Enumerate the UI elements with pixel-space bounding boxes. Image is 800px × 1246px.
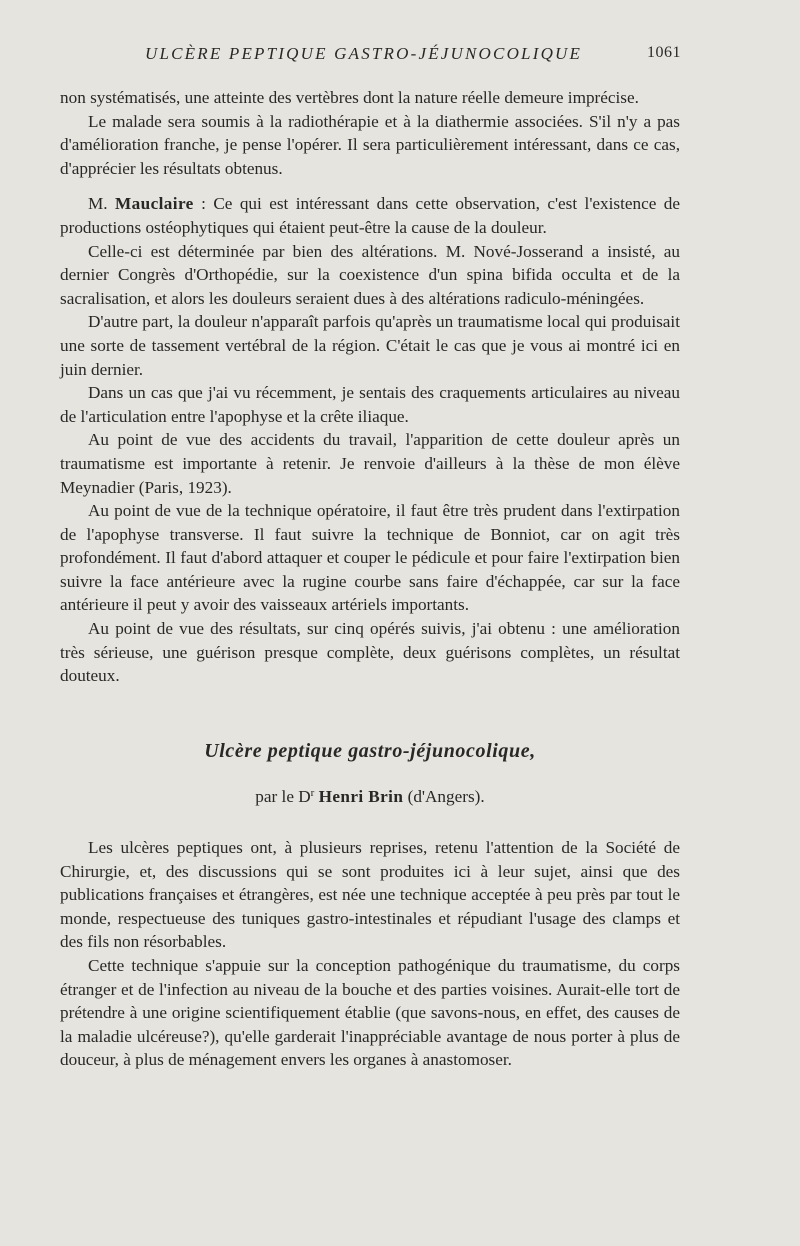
author-affiliation: (d'Angers). <box>407 787 485 807</box>
body-text <box>60 86 680 1072</box>
speaker-prefix: M. <box>88 194 108 214</box>
discussion-paragraph-4: Celle-ci est déterminée par bien des altérations. M. Nové-Josserand a insisté, au dernier Congrès d'Orthopédie, sur la coexistence d'un spina bifida occulta et de la sacralisation, et alors les douleurs seraient dues à des altérations radiculo-méningées. <box>60 241 680 308</box>
discussion-paragraph-5: D'autre part, la douleur n'apparaît parfois qu'après un traumatisme local qui produisait une sorte de tassement vertébral de la région. C'était le cas que je vous ai montré ici en juin dernier. <box>60 312 680 379</box>
article-paragraph-2: Cette technique s'appuie sur la conception pathogénique du traumatisme, du corps étranger et de l'infection au niveau de la bouche et des parties voisines. Aurait-elle tort de prétendre à une origine scientifiquement établie (que savons-nous, en effet, des causes de la maladie ulcéreuse?), qu'elle garderait l'inappréciable avantage de nous porter à plus de douceur, à plus de ménagement envers les organes à anastomoser. <box>60 956 680 1070</box>
discussion-paragraph-2: Le malade sera soumis à la radiothérapie et à la diathermie associées. S'il n'y a pas d'amélioration franche, je pense l'opérer. Il sera particulièrement intéressant, dans ce cas, d'apprécier les résultats obtenus. <box>60 111 680 178</box>
article-byline <box>60 782 680 809</box>
discussion-paragraph-9: Au point de vue des résultats, sur cinq opérés suivis, j'ai obtenu : une amélioration très sérieuse, une guérison presque complète, deux guérisons complètes, un résultat douteux. <box>60 619 680 686</box>
byline-superscript: r <box>310 787 315 800</box>
article-title: Ulcère peptique gastro-jéjunocolique, <box>204 739 536 762</box>
discussion-paragraph-8: Au point de vue de la technique opératoire, il faut être très prudent dans l'extirpation de l'apophyse transverse. Il faut suivre la technique de Bonniot, car on agit très profondément. Il faut d'abord attaquer et couper le pédicule et pour faire l'extirpation bien suivre la face antérieure avec la rugine courbe sans faire d'échappée, car sur la face antérieure il peut y avoir des vaisseaux artériels importants. <box>60 501 680 615</box>
discussion-paragraph-7: Au point de vue des accidents du travail, l'apparition de cette douleur après un traumatisme est importante à retenir. Je renvoie d'ailleurs à la thèse de mon élève Meynadier (Paris, 1923). <box>60 430 680 497</box>
discussion-paragraph-3 <box>60 192 680 239</box>
discussion-paragraph-1: non systématisés, une atteinte des vertèbres dont la nature réelle demeure imprécise. <box>60 88 639 107</box>
byline-prefix: par le D <box>255 787 311 807</box>
running-title: ULCÈRE PEPTIQUE GASTRO-JÉJUNOCOLIQUE <box>145 44 583 63</box>
article-paragraph-1: Les ulcères peptiques ont, à plusieurs reprises, retenu l'attention de la Société de Chirurgie, et, des discussions qui se sont produites ici à leur sujet, ainsi que des publications françaises et étrangères, est née une technique acceptée à peu près par tout le monde, respectueuse des tuniques gastro-intestinales et répudiant l'usage des clamps et des fils non résorbables. <box>60 838 680 952</box>
author-name: Henri Brin <box>318 787 404 807</box>
discussion-paragraph-6: Dans un cas que j'ai vu récemment, je sentais des craquements articulaires au niveau de l'articulation entre l'apophyse et la crête iliaque. <box>60 383 680 426</box>
speaker-text: : Ce qui est intéressant dans cette observation, c'est l'existence de productions ostéophytiques qui étaient peut-être la cause de la douleur. <box>60 194 680 237</box>
page-number: 1061 <box>647 44 681 61</box>
running-head <box>60 44 680 66</box>
speaker-name: Mauclaire <box>115 194 194 214</box>
